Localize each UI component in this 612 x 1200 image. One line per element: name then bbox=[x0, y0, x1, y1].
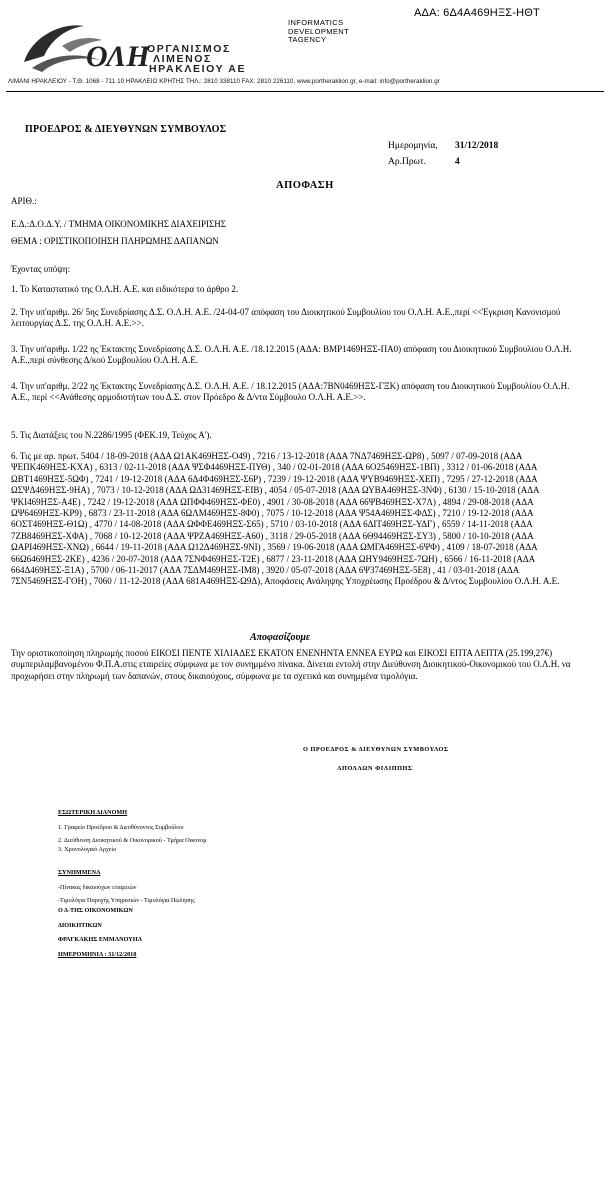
org-name-line-3: ΗΡΑΚΛΕΙΟΥ ΑΕ bbox=[149, 63, 247, 75]
date-label: Ημερομηνία, bbox=[388, 141, 438, 151]
protocol-value: 4 bbox=[455, 157, 460, 167]
number-line: ΑΡΙΘ.: bbox=[11, 196, 37, 206]
info-line-2: DEVELOPMENT bbox=[288, 26, 350, 36]
clause-5: 5. Τις Διατάξεις του Ν.2286/1995 (ΦΕΚ.19, Τεύχος Α'). bbox=[11, 430, 212, 440]
header-divider bbox=[6, 91, 604, 92]
clause-4: 4. Την υπ'αριθμ. 2/22 ης Έκτακτης Συνεδρίασης Δ.Σ. Ο.Λ.Η. Α.Ε. / 18.12.2015 (ΑΔΑ:7ΒΝ0469ΗΞΣ-ΓΞΚ) απόφαση του Διοικητικού Συμβουλίου Ο.Λ.Η. Α.Ε., περί <<Ανάθεσης αρμοδιοτήτων του Δ.Σ. στον Πρόεδρο & Δ/ντα Σύμβουλο Ο.Λ.Η. Α.Ε.>>. bbox=[11, 381, 570, 403]
protocol-label: Αρ.Πρωτ. bbox=[388, 157, 427, 167]
subject-line: ΘΕΜΑ : ΟΡΙΣΤΙΚΟΠΟΙΗΣΗ ΠΛΗΡΩΜΗΣ ΔΑΠΑΝΩΝ bbox=[11, 236, 219, 246]
department-line: Ε.Δ.:Δ.Ο.Δ.Υ. / ΤΜΗΜΑ ΟΙΚΟΝΟΜΙΚΗΣ ΔΙΑΧΕΙΡΙΣΗΣ bbox=[11, 219, 226, 229]
footer-date: ΗΜΕΡΟΜΗΝΙΑ : 31/12/2018 bbox=[58, 950, 137, 958]
footer-line-1: Ο Δ-ΤΗΣ ΟΙΚΟΝΟΜΙΚΩΝ bbox=[58, 907, 133, 914]
ada-code: ΑΔΑ: 6Δ4Α469ΗΞΣ-ΗΘΤ bbox=[414, 7, 540, 19]
clause-1: 1. Το Καταστατικό της Ο.Λ.Η. Α.Ε. και ειδικότερα το άρθρο 2. bbox=[11, 284, 239, 294]
list-item: -Τιμολόγια Παροχής Υπηρεσιών - Τιμολόγια Πώλησης bbox=[58, 897, 195, 904]
clause-3: 3. Την υπ'αριθμ. 1/22 ης Έκτακτης Συνεδρίασης Δ.Σ. Ο.Λ.Η. Α.Ε. /18.12.2015 (ΑΔΑ: ΒΜΡ1469ΗΞΣ-ΠΑ0) απόφαση του Διοικητικού Συμβουλίου Ο.Λ.Η. Α.Ε.,περί σύνθεσης Δ/κού Συμβουλίου Ο.Λ.Η. Α.Ε. bbox=[11, 344, 572, 366]
attachments-title: ΣΥΝΗΜΜΕΝΑ bbox=[58, 869, 101, 876]
info-line-1: INFORMATICS bbox=[288, 18, 344, 27]
decision-text: Την οριστικοποίηση πληρωμής ποσού ΕΙΚΟΣΙ ΠΕΝΤΕ ΧΙΛΙΑΔΕΣ ΕΚΑΤΟΝ ΕΝΕΝΗΝΤΑ ΕΝΝΕΑ ΕΥΡΩ και ΕΙΚΟΣΙ ΕΠΤΑ ΛΕΠΤΑ (25.199,27€) συμπεριλαμβανομένου Φ.Π.Α.στις εταιρείες σύμφωνα με τον συνημμένο πίνακα. Δίνεται εντολή στην Διεύθυνση Διοικητικού-Οικονομικού του Ο.Λ.Η. να προχωρήσει στην πληρωμή των δαπανών, στους δικαιούχους, σύμφωνα με τα σχετικά και συνημμένα τιμολόγια. bbox=[11, 648, 571, 681]
considering-line: Έχοντας υπόψη: bbox=[11, 264, 71, 274]
organization-name bbox=[147, 44, 246, 74]
document-title: ΑΠΟΦΑΣΗ bbox=[276, 180, 334, 191]
list-item: 3. Χρονολογικό Αρχείο bbox=[58, 846, 117, 853]
sender-title: ΠΡΟΕΔΡΟΣ & ΔΙΕΥΘΥΝΩΝ ΣΥΜΒΟΥΛΟΣ bbox=[25, 124, 227, 135]
date-value: 31/12/2018 bbox=[455, 141, 499, 151]
date-protocol-block bbox=[388, 138, 498, 170]
footer-block bbox=[58, 904, 142, 962]
clause-6: 6. Τις με αρ. πρωτ. 5404 / 18-09-2018 (ΑΔΑ Ω1ΑΚ469ΗΞΣ-Ο49) , 7216 / 13-12-2018 (ΑΔΑ 7ΝΔ7469ΗΞΣ-ΩΡ8) , 5097 / 07-09-2018 (ΑΔΑ ΨΕΠΚ469ΗΞΣ-ΚΧΑ) , 6313 / 02-11-2018 (ΑΔΑ ΨΣΦ4469ΗΞΣ-ΠΥΘ) , 340 / 02-01-2018 (ΑΔΑ 6Ο25469ΗΞΣ-1ΒΠ) , 3312 / 01-06-2018 (ΑΔΑ ΩΒΤ1469ΗΞΣ-5ΩΦ) , 7241 / 19-12-2018 (ΑΔΑ 6Δ4Φ469ΗΞΣ-Σ6Ρ) , 7239 / 19-12-2018 (ΑΔΑ ΨΥΒ9469ΗΞΣ-ΧΕΠ) , 7295 / 27-12-2018 (ΑΔΑ ΩΣΨΔ469ΗΞΣ-9ΗΑ) , 7073 / 10-12-2018 (ΑΔΑ ΩΔ31469ΗΞΣ-ΕΙΒ) , 4054 / 05-07-2018 (ΑΔΑ ΩΥΒΑ469ΗΞΣ-3ΝΦ) , 6130 / 15-10-2018 (ΑΔΑ ΨΚΙ469ΗΞΣ-Α4Ε) , 7242 / 19-12-2018 (ΑΔΑ ΩΠΦΦ469ΗΞΣ-ΦΕ0) , 4901 / 30-08-2018 (ΑΔΑ 66ΨΒ469ΗΞΣ-Χ7Λ) , 4894 / 29-08-2018 (ΑΔΑ ΩΨ6469ΗΞΣ-ΚΡ9) , 6873 / 23-11-2018 (ΑΔΑ 6ΩΛΜ469ΗΞΣ-8Φ0) , 7075 / 10-12-2018 (ΑΔΑ Ψ54Α469ΗΞΣ-ΦΔΣ) , 7210 / 19-12-2018 (ΑΔΑ 6ΟΣΤ469ΗΞΣ-Θ1Ω) , 4770 / 14-08-2018 (ΑΔΑ ΩΦΦΕ469ΗΞΣ-Σ65) , 5710 / 03-10-2018 (ΑΔΑ 6ΔΙΤ469ΗΞΣ-ΥΔΓ) , 6559 / 14-11-2018 (ΑΔΑ 7ΖΒ8469ΗΞΣ-ΧΦΑ) , 7068 / 10-12-2018 (ΑΔΑ ΨΡΖΑ469ΗΞΣ-Α60) , 3118 / 29-05-2018 (ΑΔΑ 6Θ94469ΗΞΣ-ΣΥ3) , 5800 / 10-10-2018 (ΑΔΑ ΩΑΡΙ469ΗΞΣ-ΧΝΩ) , 6644 / 19-11-2018 (ΑΔΑ Ω12Δ469ΗΞΣ-9ΝΙ) , 3569 / 19-06-2018 (ΑΔΑ ΩΜΓΑ469ΗΞΣ-6ΨΦ) , 4109 / 18-07-2018 (ΑΔΑ 66Ω6469ΗΞΣ-2ΚΕ) , 4236 / 20-07-2018 (ΑΔΑ 7ΣΝΦ469ΗΞΣ-Τ2Ε) , 6877 / 23-11-2018 (ΑΔΑ ΩΗΥ9469ΗΞΣ-7ΩΗ) , 6566 / 16-11-2018 (ΑΔΑ 664Δ469ΗΞΣ-Ξ1Α) , 5700 / 06-11-2017 (ΑΔΑ 7ΣΔΜ469ΗΞΣ-ΙΜ8) , 3920 / 05-07-2018 (ΑΔΑ 6Ψ37469ΗΞΣ-5Ε8) , 41 / 03-01-2018 (ΑΔΑ 7ΣΝ5469ΗΞΣ-ΓΟΗ) , 7060 / 11-12-2018 (ΑΔΑ 681Α469ΗΞΣ-Ω9Δ), Αποφάσεις Ανάληψης Υποχρέωσης Προέδρου & Δ/ντος Συμβουλίου Ο.Λ.Η. Α.Ε. bbox=[11, 451, 560, 587]
logo-text: ΟΛΗ bbox=[86, 40, 150, 73]
internal-distribution-list bbox=[58, 823, 207, 854]
internal-distribution-title: ΕΣΩΤΕΡΙΚΗ ΔΙΑΝΟΜΗ bbox=[58, 809, 128, 816]
list-item: 2. Διεύθυνση Διοικητικού & Οικονομικού - Τμήμα Οικονομ bbox=[58, 837, 207, 844]
port-logo-icon bbox=[22, 16, 150, 76]
clause-2: 2. Την υπ'αριθμ. 26/ 5ης Συνεδρίασης Δ.Σ. Ο.Λ.Η. Α.Ε. /24-04-07 απόφαση του Διοικητικού Συμβουλίου του Ο.Λ.Η. Α.Ε.,περί <<Έγκριση Κανονισμού λειτουργίας Δ.Σ. της Ο.Λ.Η. Α.Ε.>>. bbox=[11, 307, 561, 329]
list-item: 1. Γραφείο Προέδρου & Διευθύνοντος Συμβούλου bbox=[58, 824, 184, 831]
signature-name: ΑΠΟΛΛΩΝ ΦΙΛΙΠΠΗΣ bbox=[337, 765, 413, 772]
agency-info bbox=[288, 19, 349, 45]
contact-line: ΛΙΜΑΝΙ ΗΡΑΚΛΕΙΟΥ - Τ.Θ. 1068 - 711 10 ΗΡΑΚΛΕΙΟ ΚΡΗΤΗΣ ΤΗΛ.: 2810 338110 FAX: 2810 226110, www.portheraklion.gr, e-mail: info@portheraklion.gr bbox=[8, 78, 440, 85]
footer-line-3: ΦΡΑΓΚΑΚΗΣ ΕΜΜΑΝΟΥΗΛ bbox=[58, 936, 143, 943]
org-name-line-1: ΟΡΓΑΝΙΣΜΟΣ bbox=[147, 43, 231, 55]
org-name-line-2: ΛΙΜΕΝΟΣ bbox=[153, 53, 212, 65]
footer-line-2: ΔΙΟΙΚΗΤΙΚΩΝ bbox=[58, 921, 102, 929]
info-line-3: TAGENCY bbox=[288, 35, 327, 44]
decision-heading: Αποφασίζουμε bbox=[250, 632, 311, 643]
list-item: -Πίνακας δικαιούχων εταιρειών bbox=[58, 884, 137, 891]
signature-title: Ο ΠΡΟΕΔΡΟΣ & ΔΙΕΥΘΥΝΩΝ ΣΥΜΒΟΥΛΟΣ bbox=[303, 746, 449, 753]
attachments-list bbox=[58, 883, 195, 905]
